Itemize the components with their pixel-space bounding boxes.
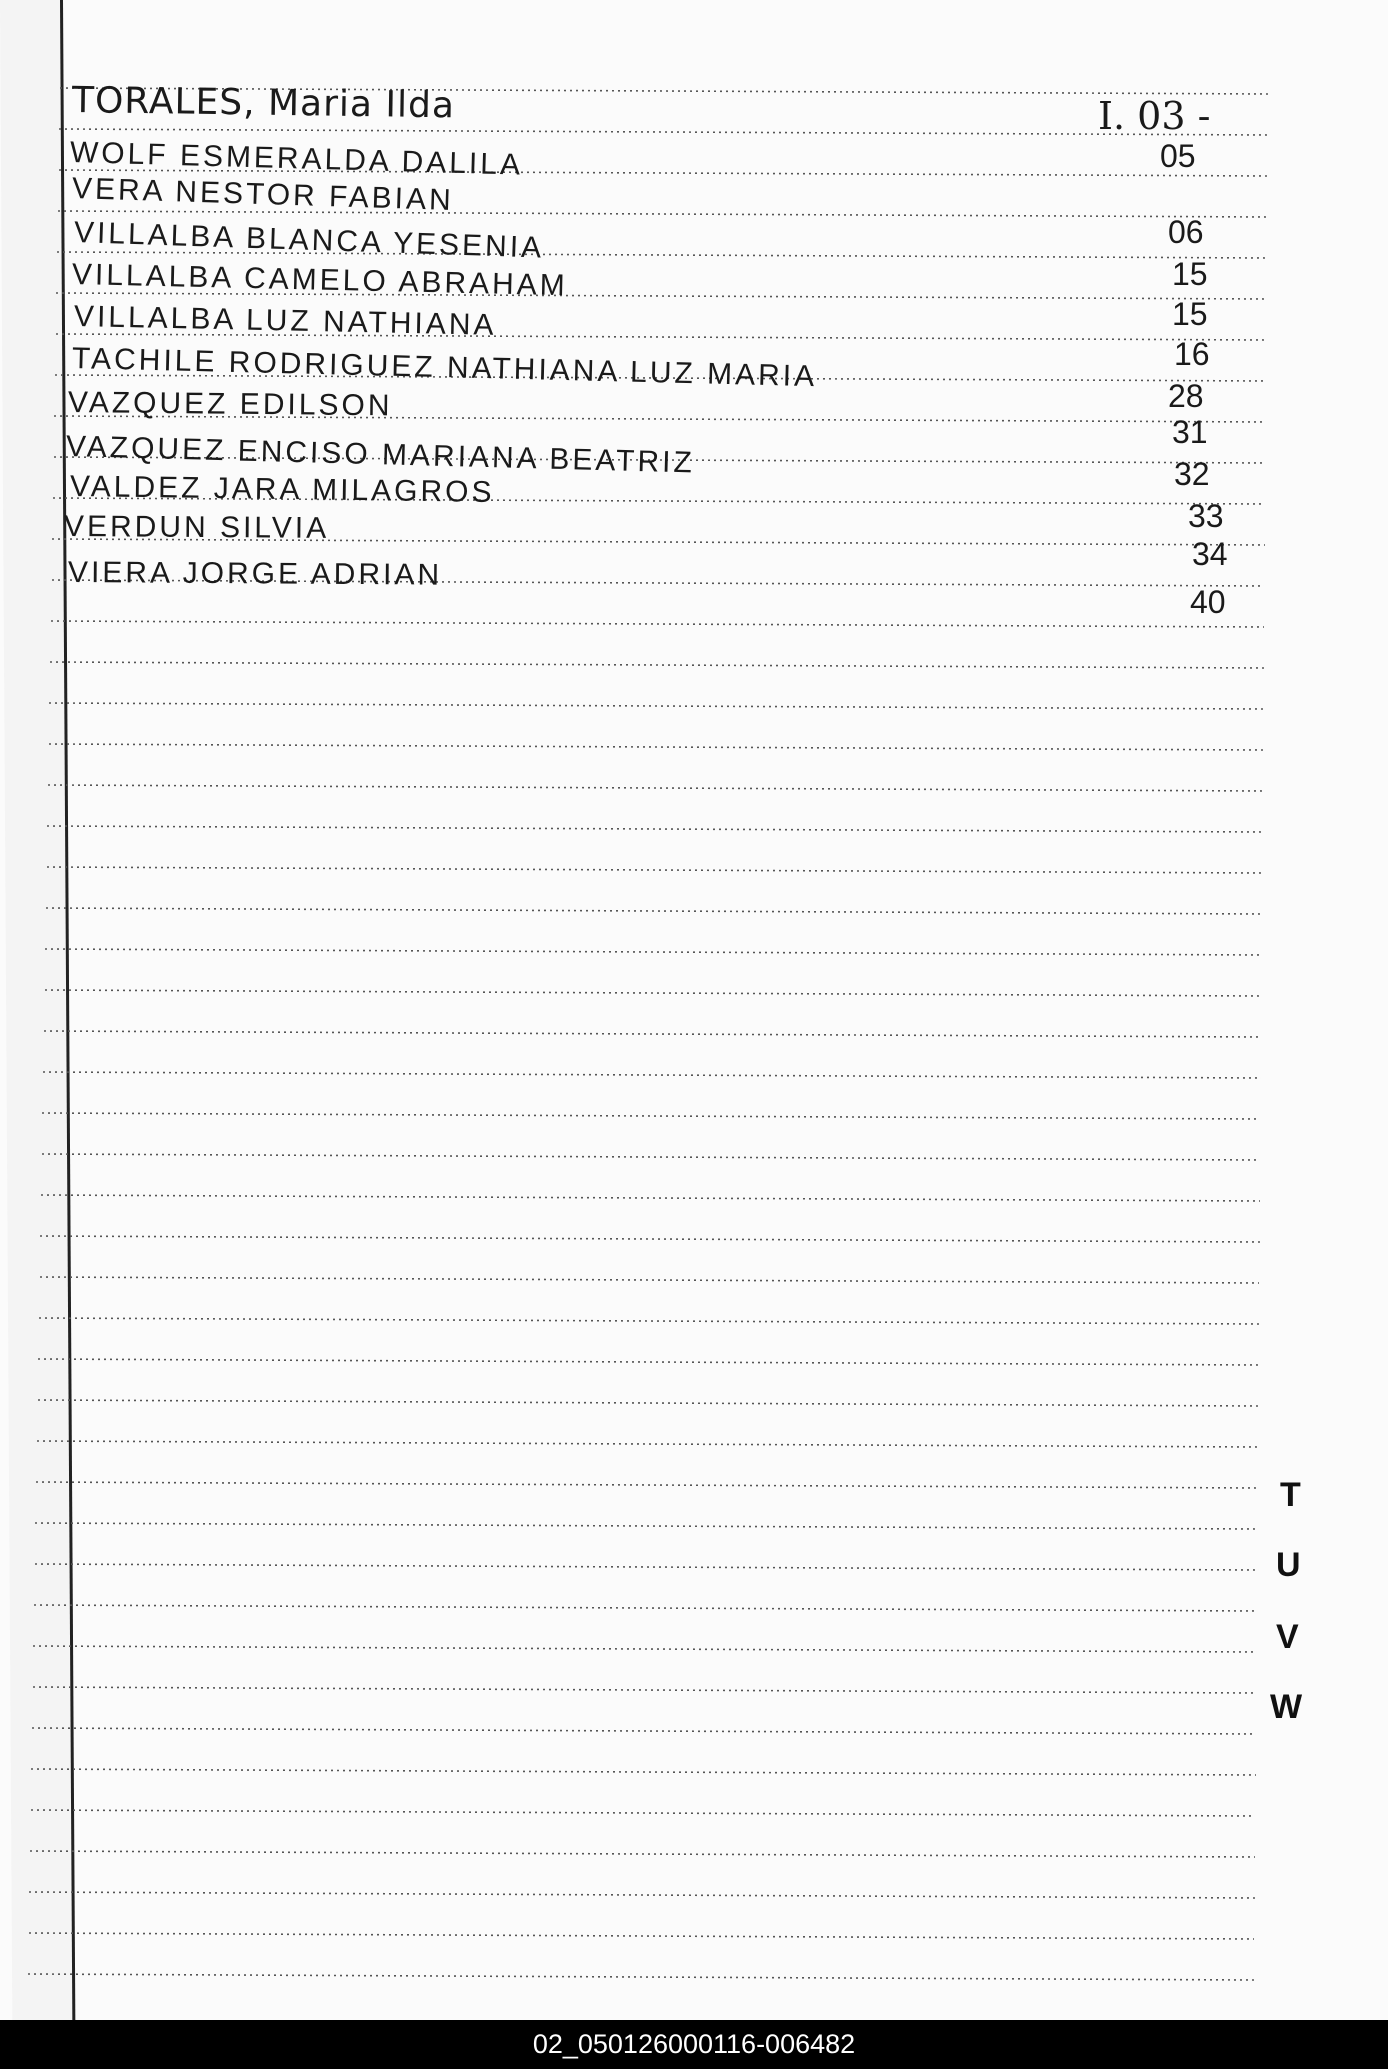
entry-page-number: 15 [1172, 256, 1208, 292]
entry-name: TACHILE RODRIGUEZ NATHIANA LUZ MARIA [71, 342, 818, 394]
entry-page-number: 40 [1190, 584, 1226, 620]
entry-page-number: 05 [1160, 138, 1196, 174]
entry-page-number: I. 03 - [1098, 94, 1211, 138]
entry-name: VERDUN SILVIA [63, 510, 330, 545]
entry-page-number: 15 [1172, 296, 1208, 332]
entry-page-number: 06 [1168, 214, 1204, 250]
entry-name: VAZQUEZ ENCISO MARIANA BEATRIZ [65, 430, 696, 480]
entry-name: VILLALBA BLANCA YESENIA [73, 216, 545, 265]
entry-page-number: 32 [1174, 456, 1210, 492]
entry-name: VILLALBA LUZ NATHIANA [73, 300, 497, 342]
index-letter-v: V [1276, 1618, 1299, 1656]
entry-page-number: 34 [1192, 536, 1228, 572]
entry-name: WOLF ESMERALDA DALILA [69, 136, 524, 182]
entry-page-number: 33 [1188, 498, 1224, 534]
index-letter-w: W [1270, 1688, 1303, 1726]
entry-page-number: 16 [1174, 336, 1210, 372]
entry-page-number: 31 [1172, 414, 1208, 450]
index-letter-u: U [1276, 1546, 1301, 1584]
entry-name: VERA NESTOR FABIAN [71, 172, 455, 217]
entry-name: VAZQUEZ EDILSON [67, 386, 393, 423]
entry-name: VALDEZ JARA MILAGROS [69, 470, 495, 509]
entry-name: TORALES, Maria Ilda [71, 80, 456, 127]
entry-page-number: 28 [1168, 378, 1204, 414]
index-letter-t: T [1280, 1476, 1301, 1514]
entry-name: VILLALBA CAMELO ABRAHAM [71, 258, 569, 303]
document-id-footer: 02_050126000116-006482 [0, 2020, 1388, 2069]
entry-name: VIERA JORGE ADRIAN [67, 556, 443, 592]
